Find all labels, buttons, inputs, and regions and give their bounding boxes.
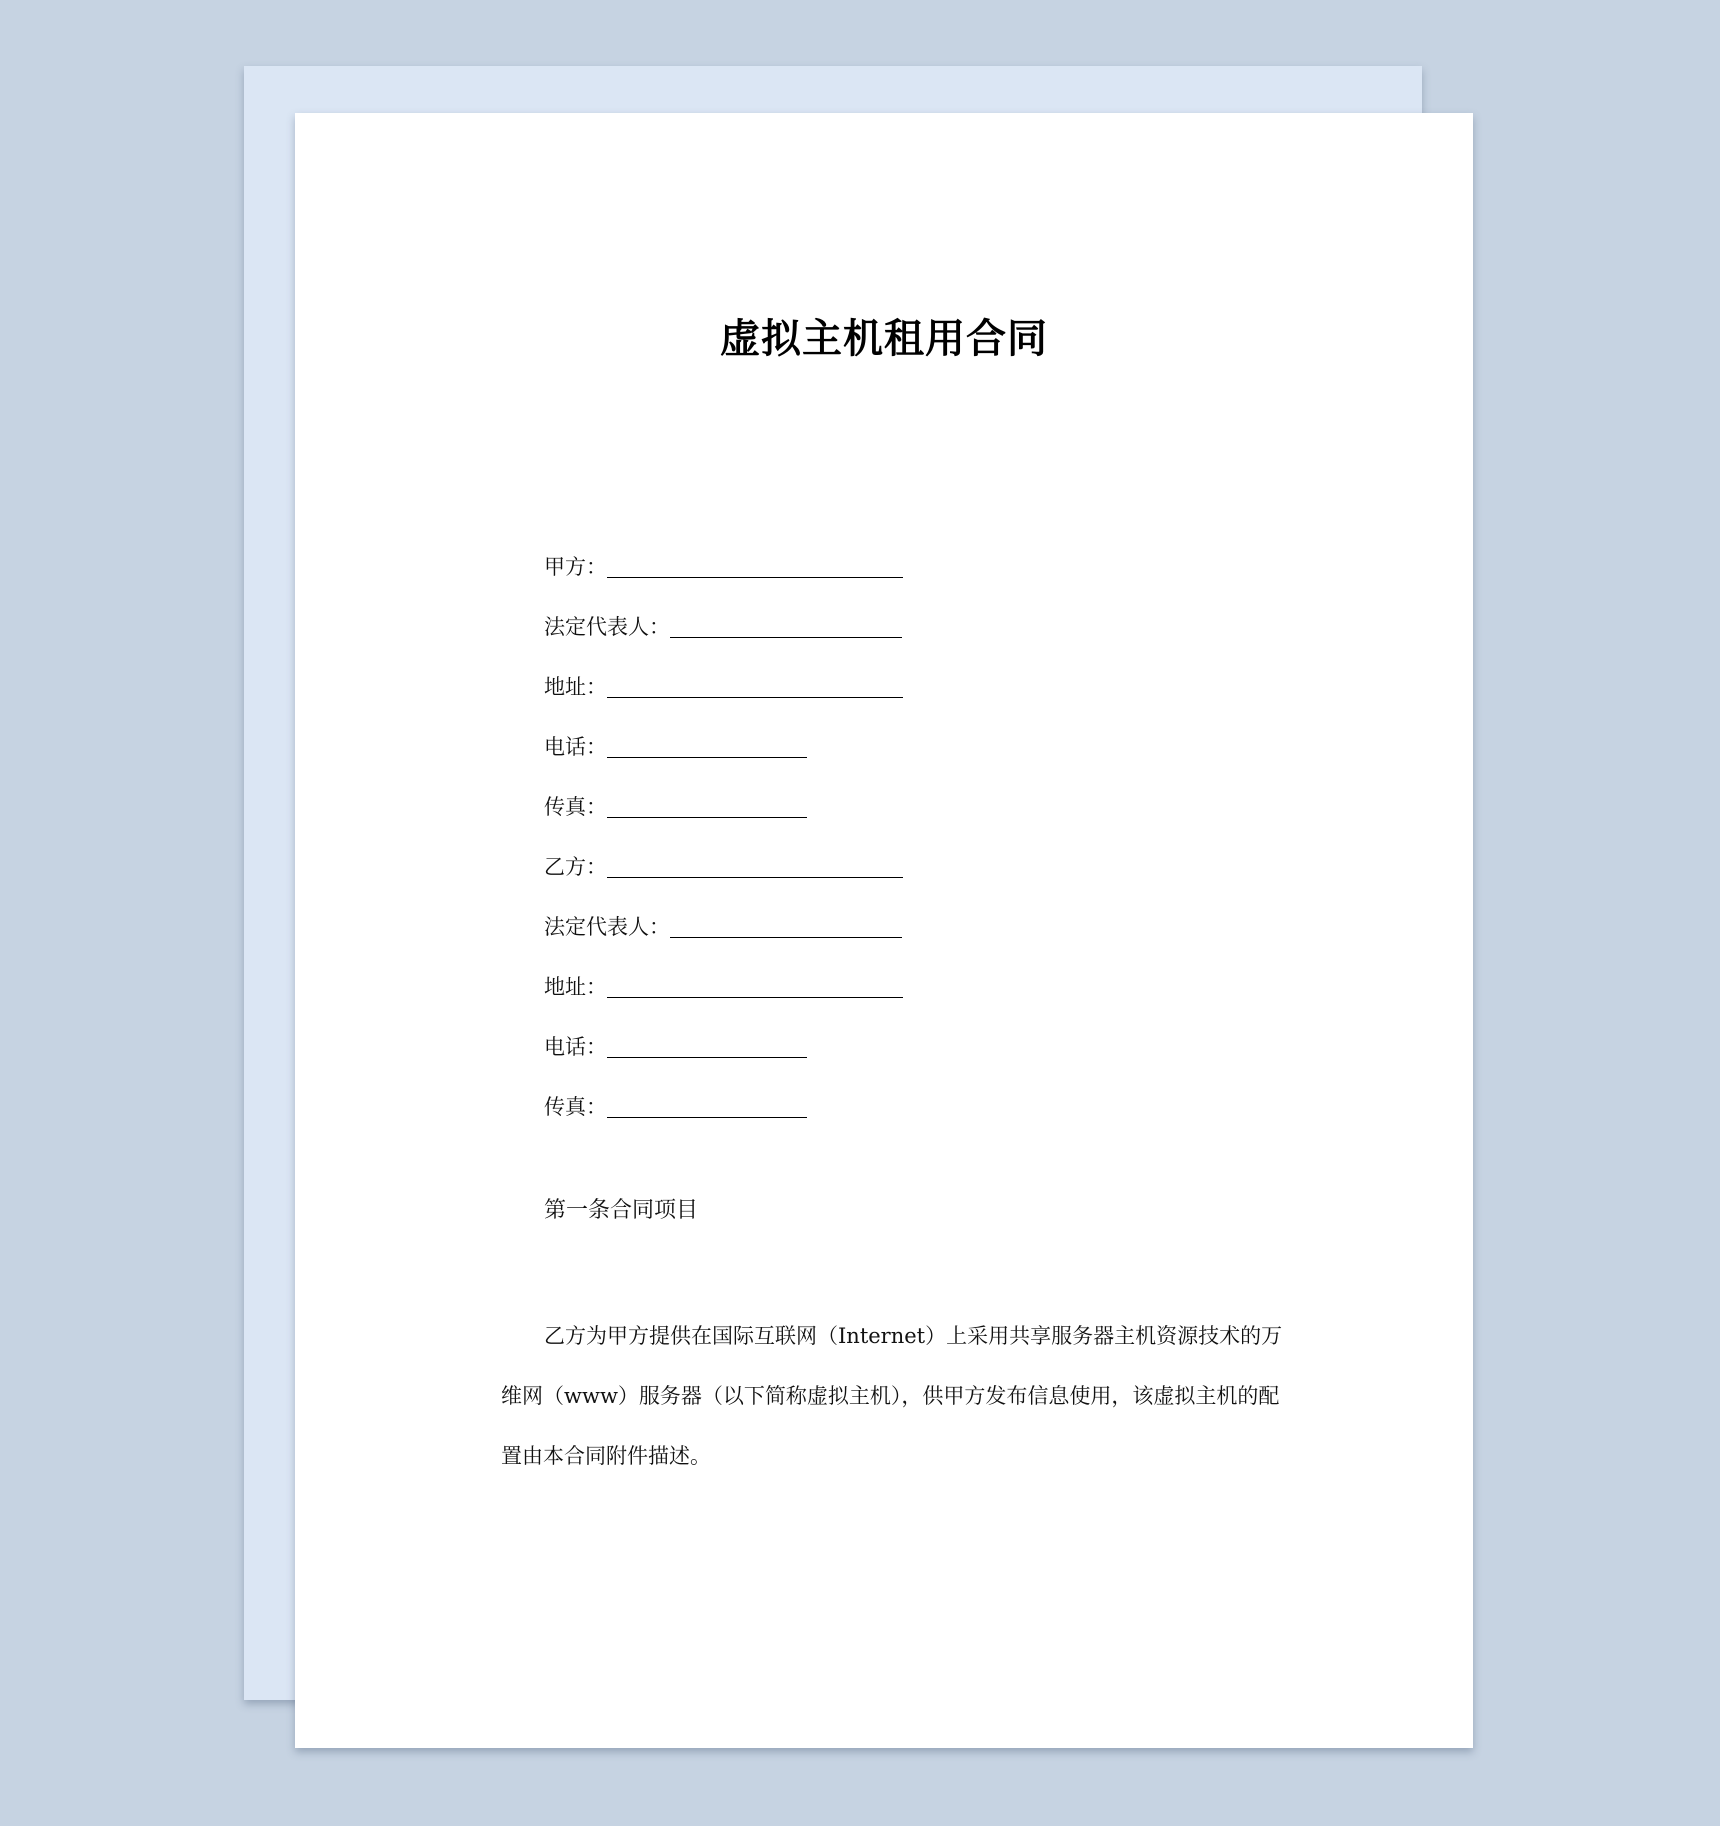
party-b-name-row — [544, 821, 903, 881]
field-label: 甲方： — [544, 555, 607, 579]
field-label: 地址： — [544, 975, 607, 999]
party-a-address-row — [544, 641, 903, 701]
article-body-line: 维网（www）服务器（以下简称虚拟主机），供甲方发布信息使用，该虚拟主机的配 — [501, 1384, 1280, 1408]
party-a-fax-row — [544, 761, 903, 821]
party-a-phone-blank — [607, 735, 807, 758]
article-1-body — [501, 1306, 1283, 1486]
field-label: 电话： — [544, 735, 607, 759]
party-a-name-blank — [607, 555, 903, 578]
article-body-line: 置由本合同附件描述。 — [501, 1444, 711, 1468]
party-b-phone-blank — [607, 1035, 807, 1058]
party-a-representative-row — [544, 581, 903, 641]
field-label: 电话： — [544, 1035, 607, 1059]
field-label: 法定代表人： — [544, 915, 670, 939]
article-body-line: 乙方为甲方提供在国际互联网（Internet）上采用共享服务器主机资源技术的万 — [544, 1324, 1283, 1348]
party-a-representative-blank — [670, 615, 902, 638]
party-a-phone-row — [544, 701, 903, 761]
party-b-address-blank — [607, 975, 903, 998]
field-label: 法定代表人： — [544, 615, 670, 639]
party-b-address-row — [544, 941, 903, 1001]
party-b-fax-row — [544, 1061, 903, 1121]
field-label: 地址： — [544, 675, 607, 699]
document-page — [295, 113, 1473, 1748]
article-1-heading: 第一条合同项目 — [544, 1198, 699, 1223]
party-b-representative-blank — [670, 915, 902, 938]
party-a-name-row — [544, 533, 903, 581]
document-title: 虚拟主机租用合同 — [720, 316, 1048, 362]
party-b-phone-row — [544, 1001, 903, 1061]
party-a-address-blank — [607, 675, 903, 698]
party-info-list — [544, 533, 903, 1121]
party-b-fax-blank — [607, 1095, 807, 1118]
party-a-fax-blank — [607, 795, 807, 818]
party-b-name-blank — [607, 855, 903, 878]
field-label: 乙方： — [544, 855, 607, 879]
party-b-representative-row — [544, 881, 903, 941]
field-label: 传真： — [544, 1095, 607, 1119]
field-label: 传真： — [544, 795, 607, 819]
